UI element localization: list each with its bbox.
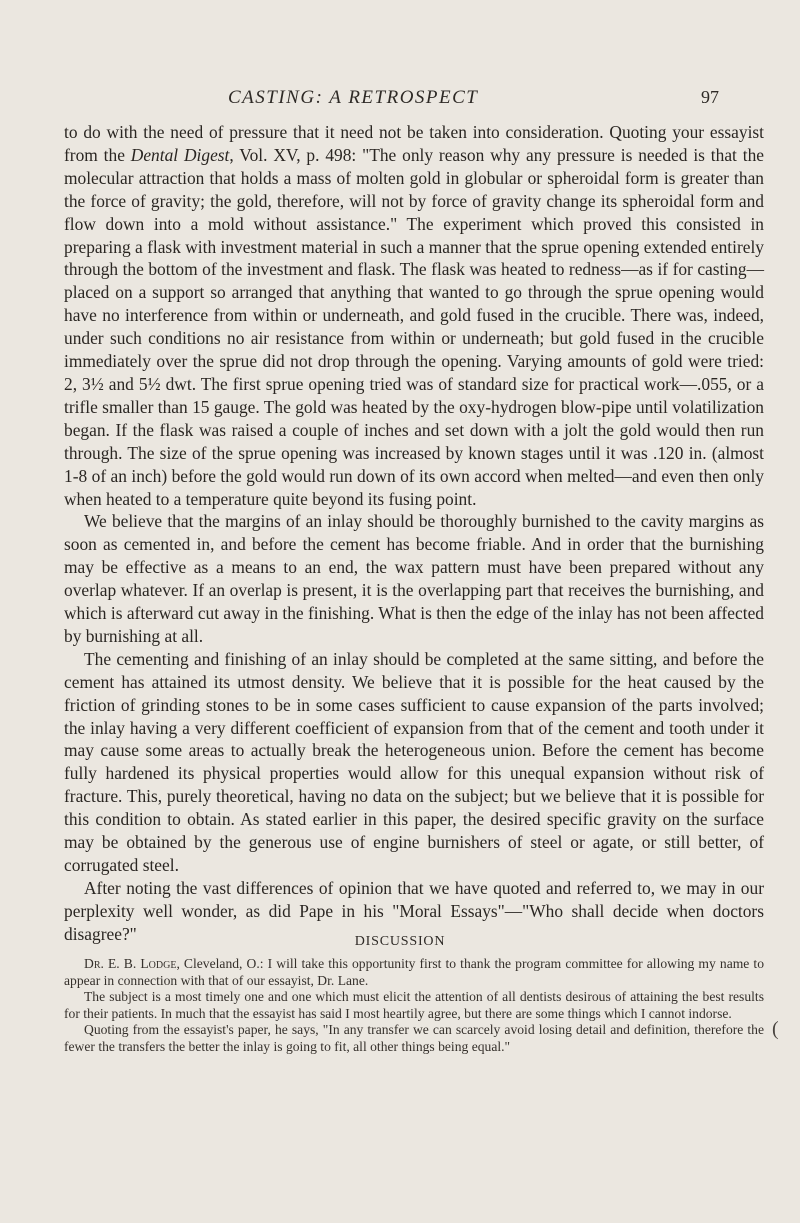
discussion-text <box>64 956 764 1056</box>
body-text <box>64 121 764 946</box>
margin-bracket-mark: ( <box>772 1018 779 1040</box>
discussion-heading: DISCUSSION <box>354 934 446 949</box>
speaker-name: Dr. E. B. Lodge <box>84 956 177 971</box>
paragraph-1-rest: , Vol. XV, p. 498: "The only reason why any pressure is needed is that the molecular attraction that holds a mass of molten gold in globular or spheroidal form is greater than the force of gravity; the gold, therefore, will not by force of gravity change its spheroidal form and flow down into a mold without assistance." The experiment which proved this consisted in preparing a flask with investment material in such a manner that the sprue opening extended entirely through the bottom of the investment and flask. The flask was heated to redness—as if for casting—placed on a support so arranged that anything that wanted to go through the sprue opening would have no interference from within or underneath, and gold fused in the crucible. There was, indeed, under such conditions no air resistance from within or underneath; but gold fused in the crucible immediately over the sprue did not drop through the opening. Varying amounts of gold were tried: 2, 3½ and 5½ dwt. The first sprue opening tried was of standard size for practical work—.055, or a trifle smaller than 15 gauge. The gold was heated by the oxy-hydrogen blow-pipe until volatilization began. If the flask was raised a couple of inches and set down with a jolt the gold would then run through. The size of the sprue opening was increased by known stages until it was .120 in. (almost 1-8 of an inch) before the gold would run down of its own accord when melted—and even then only when heated to a temperature quite beyond its fusing point. <box>64 144 764 509</box>
discussion-paragraph-3: Quoting from the essayist's paper, he says, "In any transfer we can scarcely avoid losing detail and definition, therefore the fewer the transfers the better the inlay is going to fit, all other things being equal." <box>64 1022 764 1054</box>
discussion-paragraph-1 <box>64 956 764 989</box>
paragraph-1-lead: to do with the need of pressure that it need not be taken into consideration. Quoting your essayist from the <box>64 122 764 165</box>
paragraph-1 <box>64 121 764 510</box>
page-number: 97 <box>701 87 719 107</box>
running-head <box>0 87 800 111</box>
paragraph-4: After noting the vast differences of opinion that we have quoted and referred to, we may in our perplexity well wonder, as did Pape in his "Moral Essays"—"Who shall decide when doctors disagree?" <box>64 877 764 944</box>
discussion-paragraph-2: The subject is a most timely one and one which must elicit the attention of all dentists desirous of attaining the best results for their patients. In much that the essayist has said I most heartily agree, but there are some things which I cannot indorse. <box>64 989 764 1021</box>
running-title: CASTING: A RETROSPECT <box>228 87 479 108</box>
journal-title: Dental Digest <box>130 144 230 165</box>
discussion-paragraph-1-rest: , Cleveland, O.: I will take this opportunity first to thank the program committee for allowing my name to appear in connection with that of our essayist, Dr. Lane. <box>64 956 764 988</box>
paragraph-2: We believe that the margins of an inlay should be thoroughly burnished to the cavity margins as soon as cemented in, and before the cement has become friable. And in order that the burnishing may be effective as a means to an end, the wax pattern must have been prepared without any overlap whatever. If an overlap is present, it is the overlapping part that receives the burnishing, and which is afterward cut away in the finishing. What is then the edge of the inlay has not been affected by burnishing at all. <box>64 511 764 646</box>
paragraph-3: The cementing and finishing of an inlay should be completed at the same sitting, and before the cement has attained its utmost density. We believe that it is possible for the heat caused by the friction of grinding stones to be in some cases sufficient to cause expansion of the parts involved; the inlay having a very different coefficient of expansion from that of the cement and tooth under it may cause some areas to actually break the heterogeneous union. Before the cement has become fully hardened its physical properties would allow for this unequal expansion without risk of fracture. This, purely theoretical, having no data on the subject; but we believe that it is possible for this condition to obtain. As stated earlier in this paper, the desired specific gravity on the surface may be obtained by the generous use of engine burnishers of steel or agate, or still better, of corrugated steel. <box>64 648 764 875</box>
